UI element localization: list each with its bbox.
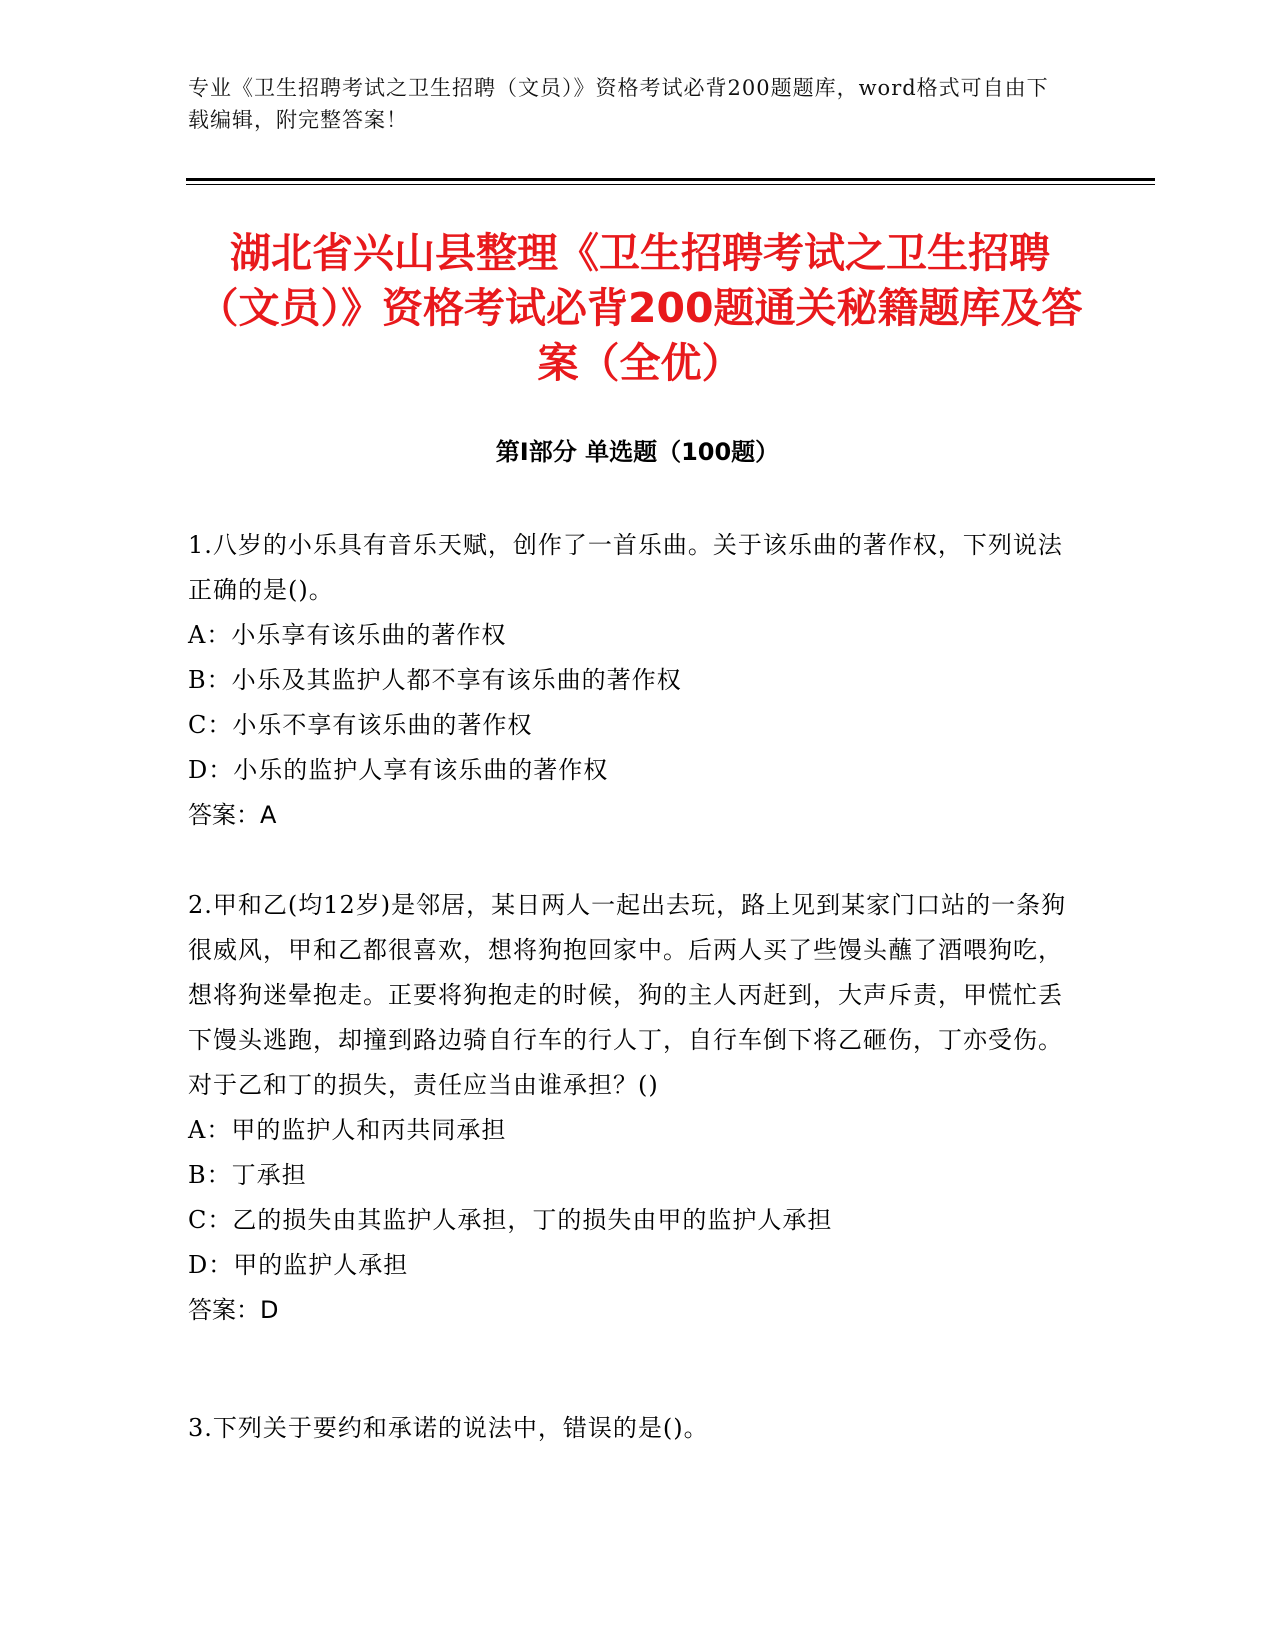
- option-c: C：乙的损失由其监护人承担，丁的损失由甲的监护人承担: [188, 1206, 833, 1234]
- header-divider-thick: [186, 178, 1155, 181]
- section-heading: 第I部分 单选题（100题）: [495, 438, 780, 466]
- option-b: B：丁承担: [188, 1161, 307, 1189]
- answer-line: 答案：D: [188, 1296, 279, 1324]
- question-1: [188, 523, 1068, 838]
- header-note: 专业《卫生招聘考试之卫生招聘（文员）》资格考试必背200题题库，word格式可自由下载编辑，附完整答案！: [188, 76, 1049, 132]
- question-stem: 3.下列关于要约和承诺的说法中，错误的是()。: [188, 1414, 709, 1442]
- option-a: A：甲的监护人和丙共同承担: [188, 1116, 507, 1144]
- header-divider-thin: [186, 184, 1155, 185]
- option-d: D：小乐的监护人享有该乐曲的著作权: [188, 756, 609, 784]
- option-c: C：小乐不享有该乐曲的著作权: [188, 711, 533, 739]
- question-2: [188, 883, 1068, 1333]
- question-stem: 1.八岁的小乐具有音乐天赋，创作了一首乐曲。关于该乐曲的著作权，下列说法正确的是()。: [188, 531, 1063, 604]
- answer-line: 答案：A: [188, 801, 277, 829]
- question-stem: 2.甲和乙(均12岁)是邻居，某日两人一起出去玩，路上见到某家门口站的一条狗很威风，甲和乙都很喜欢，想将狗抱回家中。后两人买了些馒头蘸了酒喂狗吃，想将狗迷晕抱走。正要将狗抱走的时候，狗的主人丙赶到，大声斥责，甲慌忙丢下馒头逃跑，却撞到路边骑自行车的行人丁，自行车倒下将乙砸伤，丁亦受伤。对于乙和丁的损失，责任应当由谁承担？(): [188, 891, 1067, 1099]
- document-title: 湖北省兴山县整理《卫生招聘考试之卫生招聘（文员）》资格考试必背200题通关秘籍题库及答案（全优）: [197, 229, 1083, 387]
- option-b: B：小乐及其监护人都不享有该乐曲的著作权: [188, 666, 682, 694]
- question-3: [188, 1406, 1068, 1451]
- option-d: D：甲的监护人承担: [188, 1251, 409, 1279]
- option-a: A：小乐享有该乐曲的著作权: [188, 621, 507, 649]
